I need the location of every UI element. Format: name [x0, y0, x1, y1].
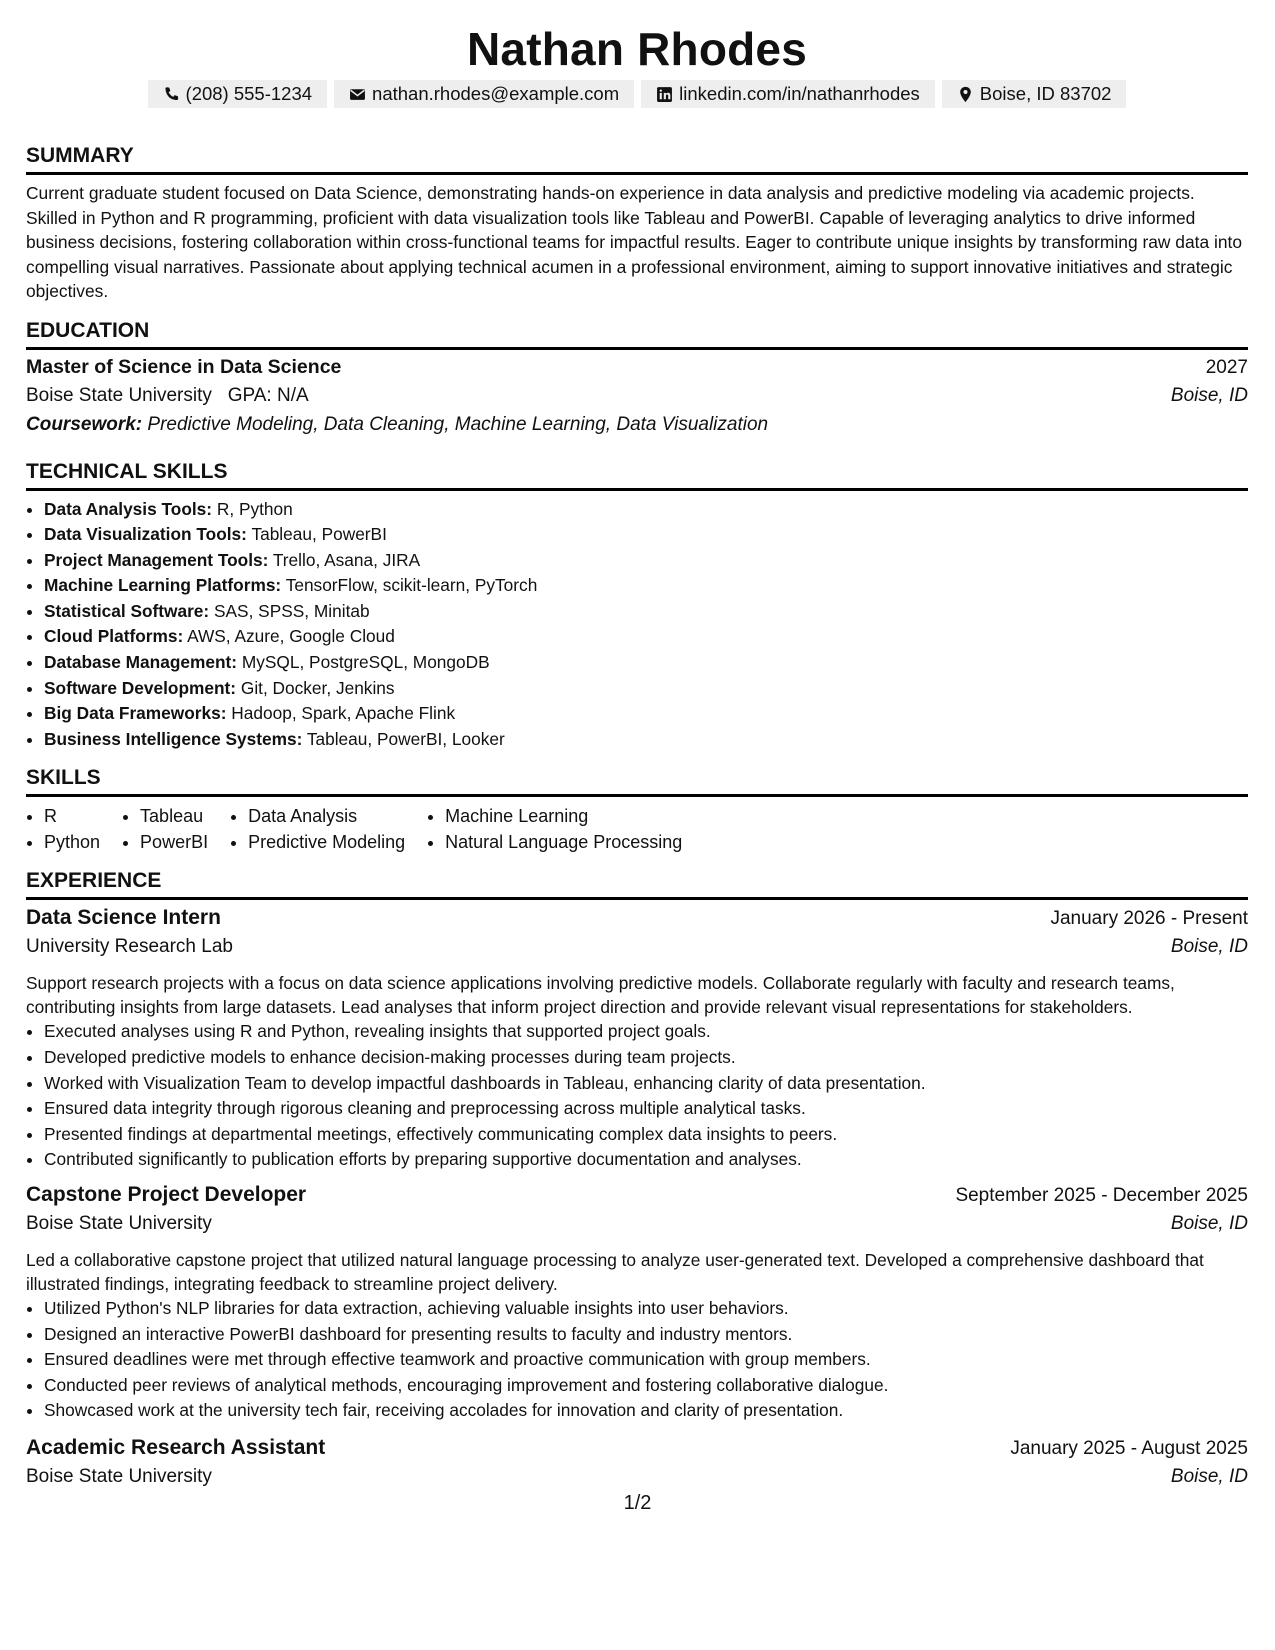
list-item	[44, 548, 1248, 574]
skill-label: Business Intelligence Systems:	[44, 728, 303, 749]
skill-value: R, Python	[216, 498, 293, 519]
skill-label: Database Management:	[44, 652, 238, 673]
skill-label: Cloud Platforms:	[44, 626, 184, 647]
skills-column	[122, 803, 208, 855]
skill-label: Project Management Tools:	[44, 549, 269, 570]
contact-location-text: Boise, ID 83702	[979, 83, 1112, 104]
list-item	[44, 701, 1248, 727]
skill-label: Machine Learning Platforms:	[44, 575, 282, 596]
list-item: • Predictive Modeling	[248, 829, 405, 855]
job-title: Capstone Project Developer	[26, 1183, 307, 1206]
skill-label: Data Visualization Tools:	[44, 524, 247, 545]
job-location: Boise, ID	[1170, 1465, 1248, 1487]
job-bullets	[26, 1019, 1248, 1173]
coursework-line	[26, 414, 1248, 443]
skills-heading: SKILLS	[26, 766, 101, 790]
skills-grid	[26, 803, 1248, 855]
skill-label: Data Analysis Tools:	[44, 498, 213, 519]
list-item: • Machine Learning	[445, 803, 682, 829]
list-item: • Presented findings at departmental meetings, effectively communicating complex data insights to peers.	[44, 1122, 1248, 1148]
contact-phone-text: (208) 555-1234	[185, 83, 313, 104]
skills-column	[26, 803, 100, 855]
list-item: • Ensured data integrity through rigorous cleaning and preprocessing across multiple analytical tasks.	[44, 1096, 1248, 1122]
contact-bar	[26, 80, 1248, 108]
summary-divider	[26, 172, 1248, 175]
list-item: • Conducted peer reviews of analytical methods, encouraging improvement and fostering collaborative dialogue.	[44, 1373, 1248, 1399]
contact-linkedin[interactable]	[641, 80, 935, 108]
school-location: Boise, ID	[1170, 384, 1248, 406]
skill-value: Tableau, PowerBI, Looker	[306, 728, 505, 749]
list-item: • Contributed significantly to publication efforts by preparing supportive documentation and analyses.	[44, 1147, 1248, 1173]
list-item	[44, 599, 1248, 625]
technical-skills-divider	[26, 488, 1248, 491]
job-org: Boise State University	[26, 1465, 212, 1487]
list-item	[44, 650, 1248, 676]
school-line	[26, 385, 309, 407]
job-entry	[26, 1183, 1248, 1424]
page-number: 1/2	[623, 1492, 652, 1514]
skill-value: AWS, Azure, Google Cloud	[187, 626, 395, 647]
list-item: • Utilized Python's NLP libraries for data extraction, achieving valuable insights into user behaviors.	[44, 1296, 1248, 1322]
skill-value: Hadoop, Spark, Apache Flink	[231, 703, 456, 724]
summary-text: Current graduate student focused on Data Science, demonstrating hands-on experience in data analysis and predictive modeling via academic projects. Skilled in Python and R programming, proficient with data visualization tools like Tableau and PowerBI. Capable of leveraging analytics to drive informed business decisions, fostering collaboration within cross-functional teams for impactful results. Eager to contribute unique insights by transforming raw data into compelling visual narratives. Passionate about applying technical acumen in a professional environment, aiming to support innovative initiatives and strategic objectives.	[26, 183, 1243, 301]
job-description: Support research projects with a focus on data science applications involving predictive models. Collaborate regularly with faculty and research teams, contributing insights from large datasets. Lead analyses that inform project direction and provide relevant visual representations for stakeholders.	[26, 973, 1175, 1017]
list-item	[44, 522, 1248, 548]
list-item: • Python	[44, 829, 100, 855]
skill-value: TensorFlow, scikit-learn, PyTorch	[285, 575, 538, 596]
job-dates: September 2025 - December 2025	[955, 1185, 1248, 1206]
coursework-label: Coursework:	[26, 413, 143, 435]
map-pin-icon	[957, 86, 974, 103]
job-org-row	[26, 1213, 1248, 1241]
job-entry	[26, 906, 1248, 1173]
technical-skills-heading: TECHNICAL SKILLS	[26, 459, 228, 483]
list-item: • Ensured deadlines were met through effective teamwork and proactive communication with group members.	[44, 1347, 1248, 1373]
list-item: • Worked with Visualization Team to develop impactful dashboards in Tableau, enhancing clarity of data presentation.	[44, 1071, 1248, 1097]
list-item: • R	[44, 803, 100, 829]
skill-value: Git, Docker, Jenkins	[240, 677, 395, 698]
list-item: • Tableau	[140, 803, 208, 829]
linkedin-icon	[656, 86, 673, 103]
job-title: Data Science Intern	[26, 906, 221, 930]
list-item: • Data Analysis	[248, 803, 405, 829]
contact-location	[942, 80, 1127, 108]
candidate-name: Nathan Rhodes	[467, 23, 807, 75]
skills-divider	[26, 794, 1248, 797]
job-dates: January 2026 - Present	[1050, 908, 1248, 930]
list-item	[44, 676, 1248, 702]
list-item: • Designed an interactive PowerBI dashboard for presenting results to faculty and industry mentors.	[44, 1322, 1248, 1348]
job-entry	[26, 1436, 1248, 1494]
list-item: • Developed predictive models to enhance decision-making processes during team projects.	[44, 1045, 1248, 1071]
job-org: Boise State University	[26, 1213, 212, 1234]
coursework-list: Predictive Modeling, Data Cleaning, Machine Learning, Data Visualization	[147, 413, 769, 435]
experience-divider	[26, 897, 1248, 900]
list-item: • PowerBI	[140, 829, 208, 855]
job-bullets	[26, 1296, 1248, 1424]
skill-value: MySQL, PostgreSQL, MongoDB	[241, 652, 490, 673]
skills-column	[427, 803, 682, 855]
job-title-row	[26, 906, 1248, 936]
job-org-row	[26, 1466, 1248, 1494]
skill-label: Statistical Software:	[44, 600, 210, 621]
job-org-row	[26, 936, 1248, 964]
job-title: Academic Research Assistant	[26, 1435, 326, 1459]
list-item	[44, 573, 1248, 599]
skill-label: Software Development:	[44, 677, 237, 698]
degree-title: Master of Science in Data Science	[26, 355, 342, 378]
degree-year: 2027	[1205, 356, 1248, 378]
job-dates: January 2025 - August 2025	[1010, 1437, 1248, 1459]
education-divider	[26, 347, 1248, 350]
list-item	[44, 624, 1248, 650]
skills-column	[230, 803, 405, 855]
education-heading: EDUCATION	[26, 318, 150, 342]
skill-value: Trello, Asana, JIRA	[272, 549, 421, 570]
resume-page	[26, 0, 1248, 1650]
list-item	[44, 497, 1248, 523]
job-description: Led a collaborative capstone project that utilized natural language processing to analyze user-generated text. Developed a comprehensive dashboard that illustrated findings, integrating feedback to streamline project delivery.	[26, 1250, 1204, 1294]
list-item: • Executed analyses using R and Python, revealing insights that supported project goals.	[44, 1019, 1248, 1045]
job-org: University Research Lab	[26, 936, 233, 958]
envelope-icon	[349, 86, 366, 103]
skill-value: Tableau, PowerBI	[251, 524, 387, 545]
skill-value: SAS, SPSS, Minitab	[214, 600, 370, 621]
technical-skills-list	[26, 497, 1248, 753]
school-name: Boise State University	[26, 384, 212, 406]
contact-linkedin-text: linkedin.com/in/nathanrhodes	[679, 83, 920, 104]
list-item: • Showcased work at the university tech fair, receiving accolades for innovation and clarity of presentation.	[44, 1398, 1248, 1424]
skill-label: Big Data Frameworks:	[44, 703, 227, 724]
contact-email-text: nathan.rhodes@example.com	[372, 83, 620, 104]
summary-heading: SUMMARY	[26, 144, 134, 167]
job-location: Boise, ID	[1170, 936, 1248, 958]
phone-icon	[163, 86, 180, 103]
education-degree-row	[26, 356, 1248, 385]
job-location: Boise, ID	[1170, 1213, 1248, 1234]
education-school-row	[26, 385, 1248, 414]
list-item: • Natural Language Processing	[445, 829, 682, 855]
gpa: GPA: N/A	[227, 384, 309, 406]
job-title-row	[26, 1183, 1248, 1213]
job-title-row	[26, 1436, 1248, 1466]
list-item	[44, 727, 1248, 753]
experience-heading: EXPERIENCE	[26, 869, 162, 893]
contact-email[interactable]	[334, 80, 634, 108]
contact-phone[interactable]	[148, 80, 328, 108]
